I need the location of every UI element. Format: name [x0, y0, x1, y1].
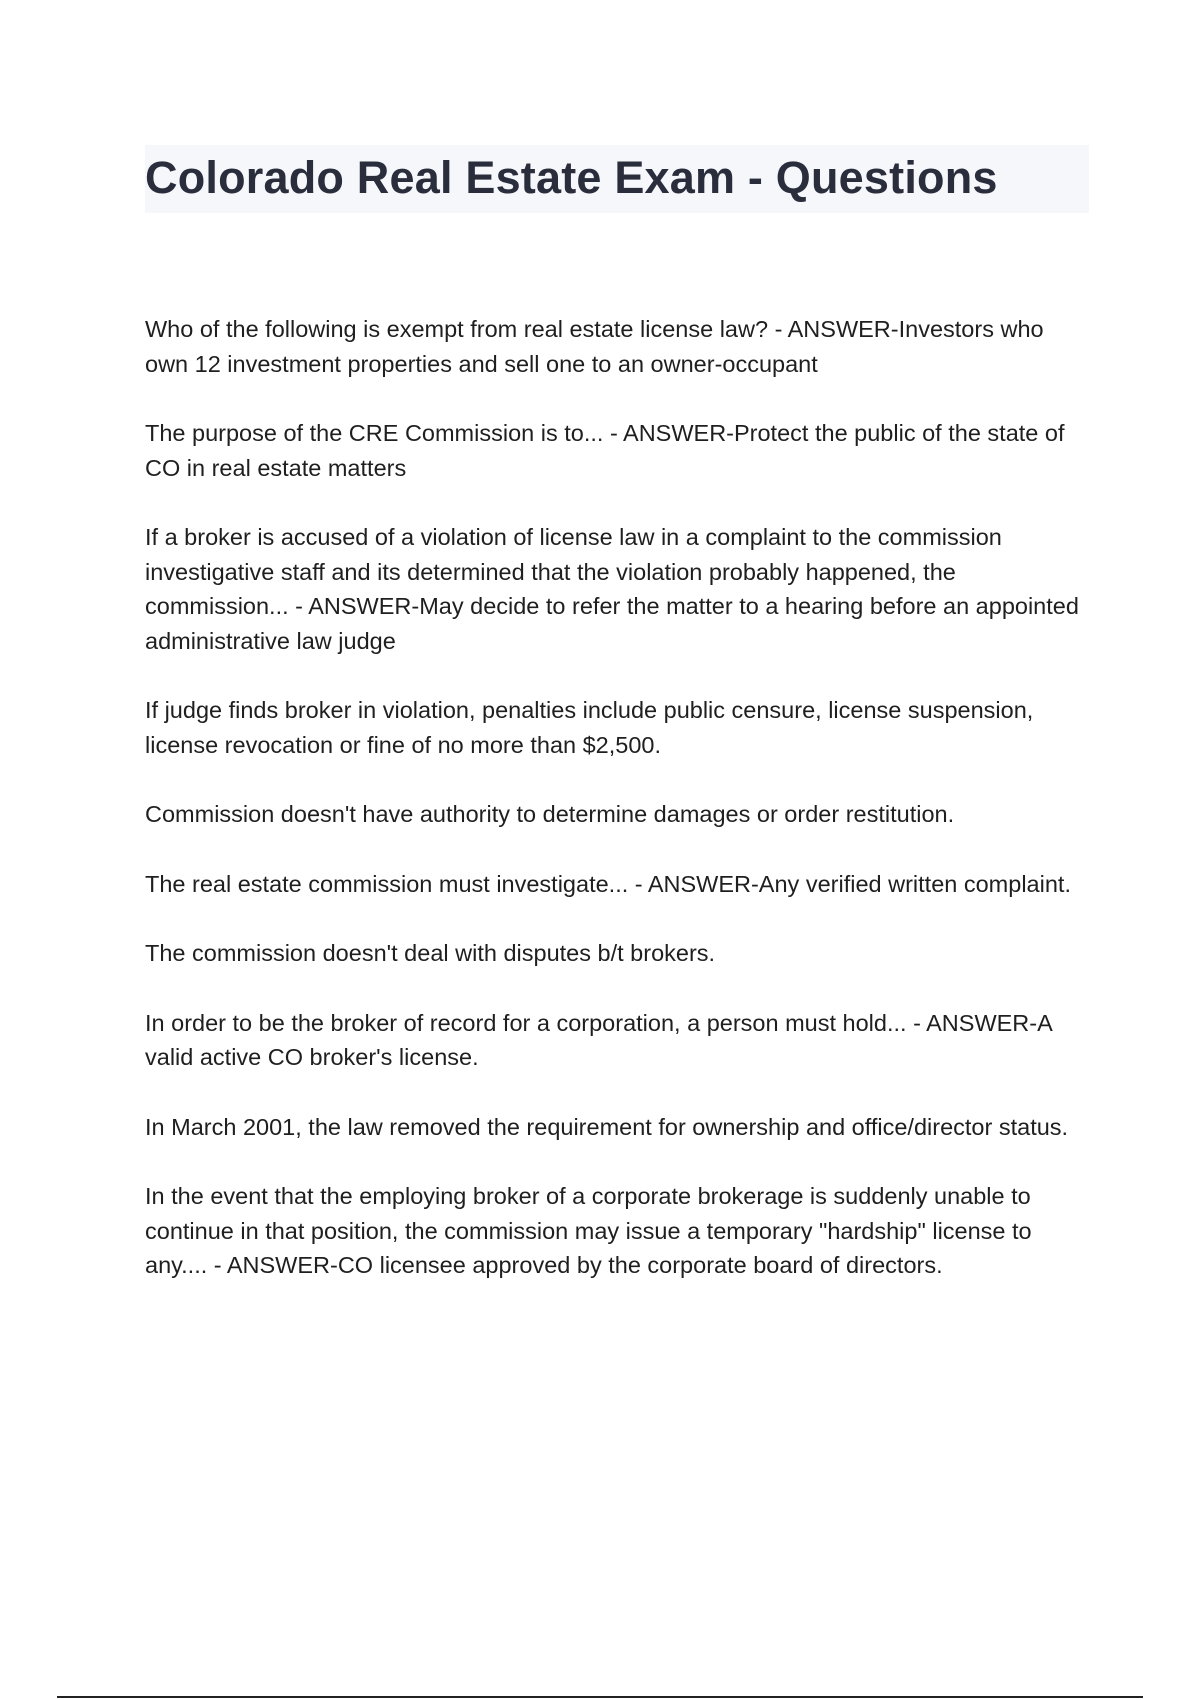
title-banner [145, 145, 1089, 213]
paragraph-10: In the event that the employing broker of a corporate brokerage is suddenly unable to continue in that position, the commission may issue a temporary "hardship" license to any.... - ANSWER-CO licensee approved by the corporate board of directors. [145, 1183, 1032, 1278]
paragraph-8: In order to be the broker of record for a corporation, a person must hold... - ANSWER-A valid active CO broker's license. [145, 1009, 1052, 1070]
paragraph-3: If a broker is accused of a violation of license law in a complaint to the commission investigative staff and its determined that the violation probably happened, the commission... - ANSWER-May decide to refer the matter to a hearing before an appointed administrative law judge [145, 524, 1079, 654]
paragraph-7: The commission doesn't deal with disputes b/t brokers. [145, 940, 716, 966]
page-title: Colorado Real Estate Exam - Questions [145, 152, 998, 203]
paragraph-4: If judge finds broker in violation, penalties include public censure, license suspension, license revocation or fine of no more than $2,500. [145, 697, 1034, 758]
paragraph-9: In March 2001, the law removed the requirement for ownership and office/director status. [145, 1113, 1069, 1140]
paragraph-2: The purpose of the CRE Commission is to... - ANSWER-Protect the public of the state of CO in real estate matters [145, 420, 1065, 481]
footer-divider [57, 1696, 1143, 1698]
paragraph-6: The real estate commission must investigate... - ANSWER-Any verified written complaint. [145, 870, 1071, 897]
paragraph-1: Who of the following is exempt from real estate license law? - ANSWER-Investors who own 12 investment properties and sell one to an owner-occupant [145, 316, 1044, 377]
document-body [145, 312, 1090, 1318]
paragraph-5: Commission doesn't have authority to determine damages or order restitution. [145, 801, 955, 827]
